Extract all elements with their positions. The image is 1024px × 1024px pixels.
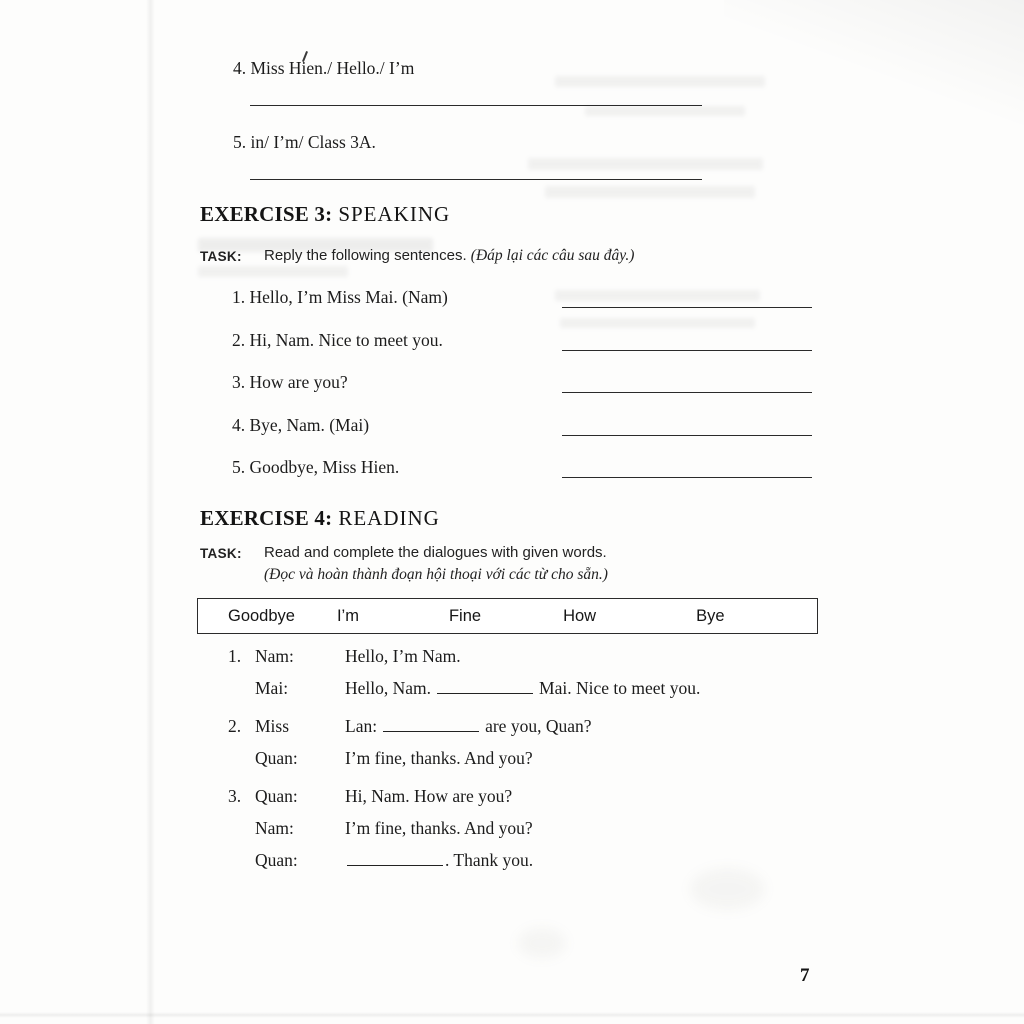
task-text-en: Read and complete the dialogues with given words. [264, 544, 607, 561]
page-crease [146, 0, 155, 1024]
answer-blank-line [562, 286, 812, 308]
dialogue-text [345, 716, 820, 737]
exercise4-heading [200, 506, 440, 531]
answer-blank-line [562, 371, 812, 393]
answer-blank-line [250, 105, 702, 106]
fill-in-blank [437, 693, 533, 694]
speaker-name: Quan: [255, 786, 298, 806]
dialogue-line [200, 786, 820, 807]
dialogue-text [345, 850, 820, 871]
dialogue-line [200, 646, 820, 667]
dialogue-number: 3. [228, 786, 242, 806]
task-label: TASK: [200, 546, 242, 561]
speaker-name: Quan: [255, 850, 298, 870]
speaker-name: Nam: [255, 646, 294, 666]
task-text [264, 544, 608, 584]
dialogue-line [200, 748, 820, 769]
dialogue-number: 2. [228, 716, 242, 736]
dialogue-line [200, 818, 820, 839]
fill-in-blank [383, 731, 479, 732]
dialogue-text: I’m fine, thanks. And you? [345, 748, 533, 768]
print-bleedthrough [198, 266, 348, 277]
speaking-item [200, 283, 812, 308]
speaking-item [200, 453, 812, 478]
word-bank-box [197, 598, 818, 634]
speaking-prompt: 5. Goodbye, Miss Hien. [232, 457, 400, 477]
task-text-en: Reply the following sentences. [264, 247, 467, 264]
dialogue-2 [200, 716, 820, 769]
speaker-name: Miss [255, 716, 290, 736]
speaker-name: Mai: [255, 678, 289, 698]
writing-item-5: 5. in/ I’m/ Class 3A. [233, 132, 376, 152]
exercise4-label: EXERCISE 4: [200, 506, 333, 530]
dialogue-line [200, 850, 820, 871]
exercise3-title: SPEAKING [338, 202, 451, 226]
task-text-vi: (Đọc và hoàn thành đoạn hội thoại với các từ cho sẵn.) [264, 566, 608, 583]
exercise4-task [200, 544, 840, 584]
speaking-item [200, 368, 812, 393]
speaking-item [200, 411, 812, 436]
dialogue-1 [200, 646, 820, 699]
word-bank-word: Fine [448, 606, 482, 625]
exercise3-items [200, 283, 812, 496]
task-text [264, 247, 634, 265]
previous-exercise-items [200, 58, 820, 206]
dialogue-text: Hello, I’m Nam. [345, 646, 461, 666]
speaking-item [200, 326, 812, 351]
speaking-prompt: 4. Bye, Nam. (Mai) [232, 414, 370, 435]
page-number: 7 [800, 965, 810, 986]
answer-blank-line [562, 414, 812, 436]
text-before-blank: Lan: [345, 716, 378, 736]
dialogue-text: I’m fine, thanks. And you? [345, 818, 533, 838]
answer-blank-line [562, 456, 812, 478]
text-after-blank: Mai. Nice to meet you. [539, 678, 701, 698]
writing-item-4: 4. Miss Hien./ Hello./ I’m [233, 58, 415, 78]
exercise3-heading [200, 202, 450, 227]
exercise3-label: EXERCISE 3: [200, 202, 333, 226]
print-bleedthrough [518, 928, 566, 958]
word-bank-word: Goodbye [228, 606, 295, 625]
text-after-blank: are you, Quan? [485, 716, 592, 736]
answer-blank-line [250, 179, 702, 180]
speaking-prompt: 3. How are you? [232, 372, 348, 392]
word-bank-word: I’m [336, 606, 359, 625]
dialogue-line [200, 678, 820, 699]
dialogue-text [345, 678, 820, 699]
speaking-prompt: 1. Hello, I’m Miss Mai. (Nam) [232, 287, 448, 307]
text-after-blank: . Thank you. [445, 850, 534, 870]
task-text-vi: (Đáp lại các câu sau đây.) [470, 247, 635, 264]
exercise4-title: READING [338, 506, 440, 530]
word-bank-word: Bye [696, 606, 725, 625]
speaking-prompt: 2. Hi, Nam. Nice to meet you. [232, 329, 443, 350]
text-before-blank: Hello, Nam. [345, 678, 432, 698]
speaker-name: Quan: [255, 748, 298, 768]
exercise3-task [200, 247, 840, 265]
dialogue-number: 1. [228, 646, 242, 666]
fill-in-blank [347, 865, 443, 866]
page-bottom-edge [0, 1012, 1024, 1018]
dialogue-line [200, 716, 820, 737]
dialogue-text: Hi, Nam. How are you? [345, 786, 513, 806]
speaker-name: Nam: [255, 818, 294, 838]
task-label: TASK: [200, 249, 242, 264]
word-bank-word: How [563, 606, 597, 625]
dialogue-3 [200, 786, 820, 871]
reading-dialogues [200, 646, 820, 888]
answer-blank-line [562, 329, 812, 351]
